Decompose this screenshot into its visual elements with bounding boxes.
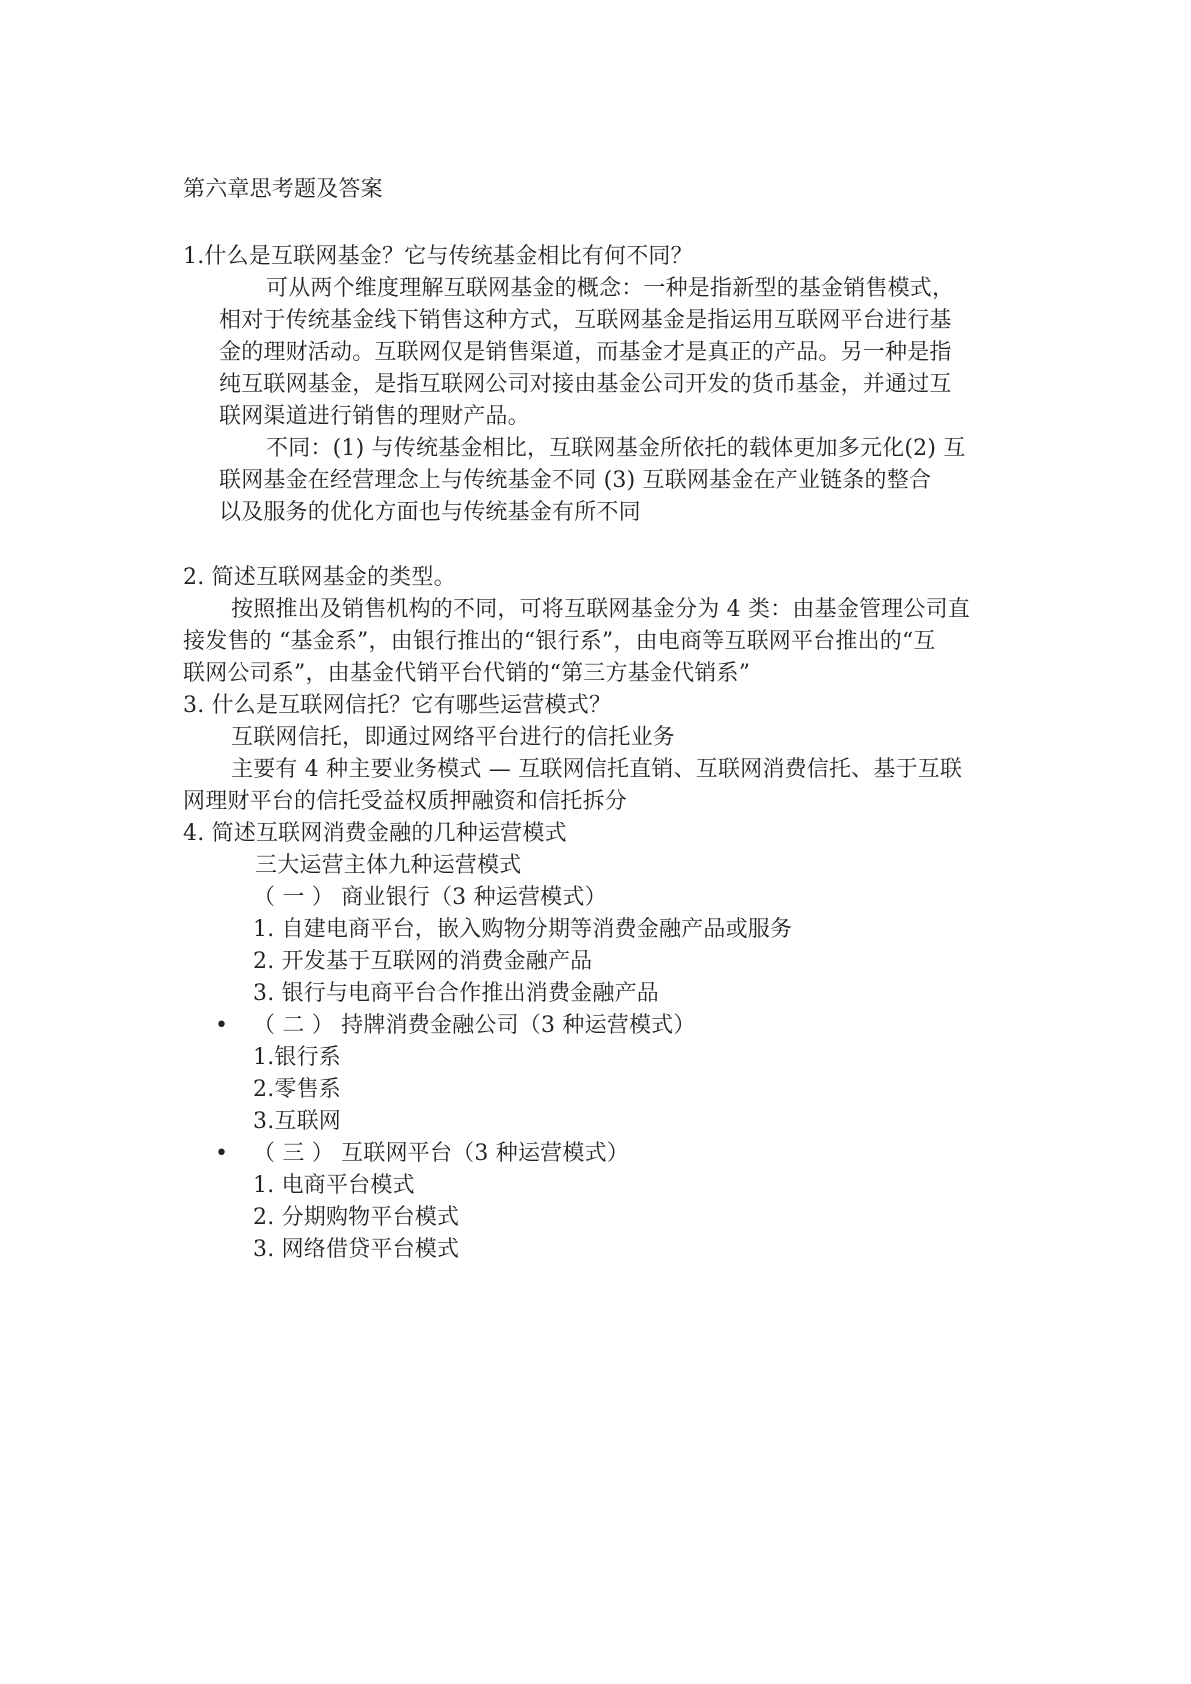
answer-1-line: 金的理财活动。互联网仅是销售渠道，而基金才是真正的产品。另一种是指 [219, 340, 952, 365]
group-3-heading: （ 三 ） 互联网平台（3 种运营模式） [253, 1141, 629, 1166]
answer-2-line: 按照推出及销售机构的不同，可将互联网基金分为 4 类：由基金管理公司直 [231, 597, 970, 622]
group-2-item: 2.零售系 [253, 1077, 341, 1102]
group-2-heading: （ 二 ） 持牌消费金融公司（3 种运营模式） [253, 1013, 696, 1038]
bullet-marker: • [215, 1141, 228, 1166]
group-3-item: 3. 网络借贷平台模式 [253, 1237, 460, 1262]
group-2-item: 3.互联网 [253, 1109, 341, 1134]
group-3-item: 1. 电商平台模式 [253, 1173, 415, 1198]
document-title: 第六章思考题及答案 [183, 177, 383, 202]
group-1-item: 1. 自建电商平台，嵌入购物分期等消费金融产品或服务 [253, 917, 793, 942]
answer-3-definition: 互联网信托，即通过网络平台进行的信托业务 [231, 725, 676, 750]
answer-2-line: 接发售的 “基金系”，由银行推出的“银行系”，由电商等互联网平台推出的“互 [183, 629, 936, 654]
group-1-item: 2. 开发基于互联网的消费金融产品 [253, 949, 593, 974]
answer-4-intro: 三大运营主体九种运营模式 [255, 853, 522, 878]
group-2-item: 1.银行系 [253, 1045, 341, 1070]
bullet-marker: • [215, 1013, 228, 1038]
question-3: 3. 什么是互联网信托？它有哪些运营模式？ [183, 693, 612, 718]
answer-1-diff-line: 联网基金在经营理念上与传统基金不同 (3) 互联网基金在产业链条的整合 [219, 468, 932, 493]
answer-1-line: 可从两个维度理解互联网基金的概念：一种是指新型的基金销售模式， [266, 276, 955, 301]
answer-1-diff-line: 以及服务的优化方面也与传统基金有所不同 [219, 500, 641, 525]
answer-1-line: 相对于传统基金线下销售这种方式，互联网基金是指运用互联网平台进行基 [219, 308, 952, 333]
answer-2-line: 联网公司系”，由基金代销平台代销的“第三方基金代销系” [183, 661, 751, 686]
answer-3-line: 主要有 4 种主要业务模式 — 互联网信托直销、互联网消费信托、基于互联 [231, 757, 963, 782]
group-1-item: 3. 银行与电商平台合作推出消费金融产品 [253, 981, 659, 1006]
answer-1-line: 联网渠道进行销售的理财产品。 [219, 404, 530, 429]
question-4: 4. 简述互联网消费金融的几种运营模式 [183, 821, 567, 846]
answer-1-line: 纯互联网基金，是指互联网公司对接由基金公司开发的货币基金，并通过互 [219, 372, 952, 397]
question-2: 2. 简述互联网基金的类型。 [183, 565, 456, 590]
group-1-heading: （ 一 ） 商业银行（3 种运营模式） [253, 885, 607, 910]
group-3-item: 2. 分期购物平台模式 [253, 1205, 460, 1230]
answer-1-diff-line: 不同：(1) 与传统基金相比，互联网基金所依托的载体更加多元化(2) 互 [266, 436, 966, 461]
answer-3-line: 网理财平台的信托受益权质押融资和信托拆分 [183, 789, 628, 814]
question-1: 1.什么是互联网基金？它与传统基金相比有何不同？ [183, 244, 693, 269]
